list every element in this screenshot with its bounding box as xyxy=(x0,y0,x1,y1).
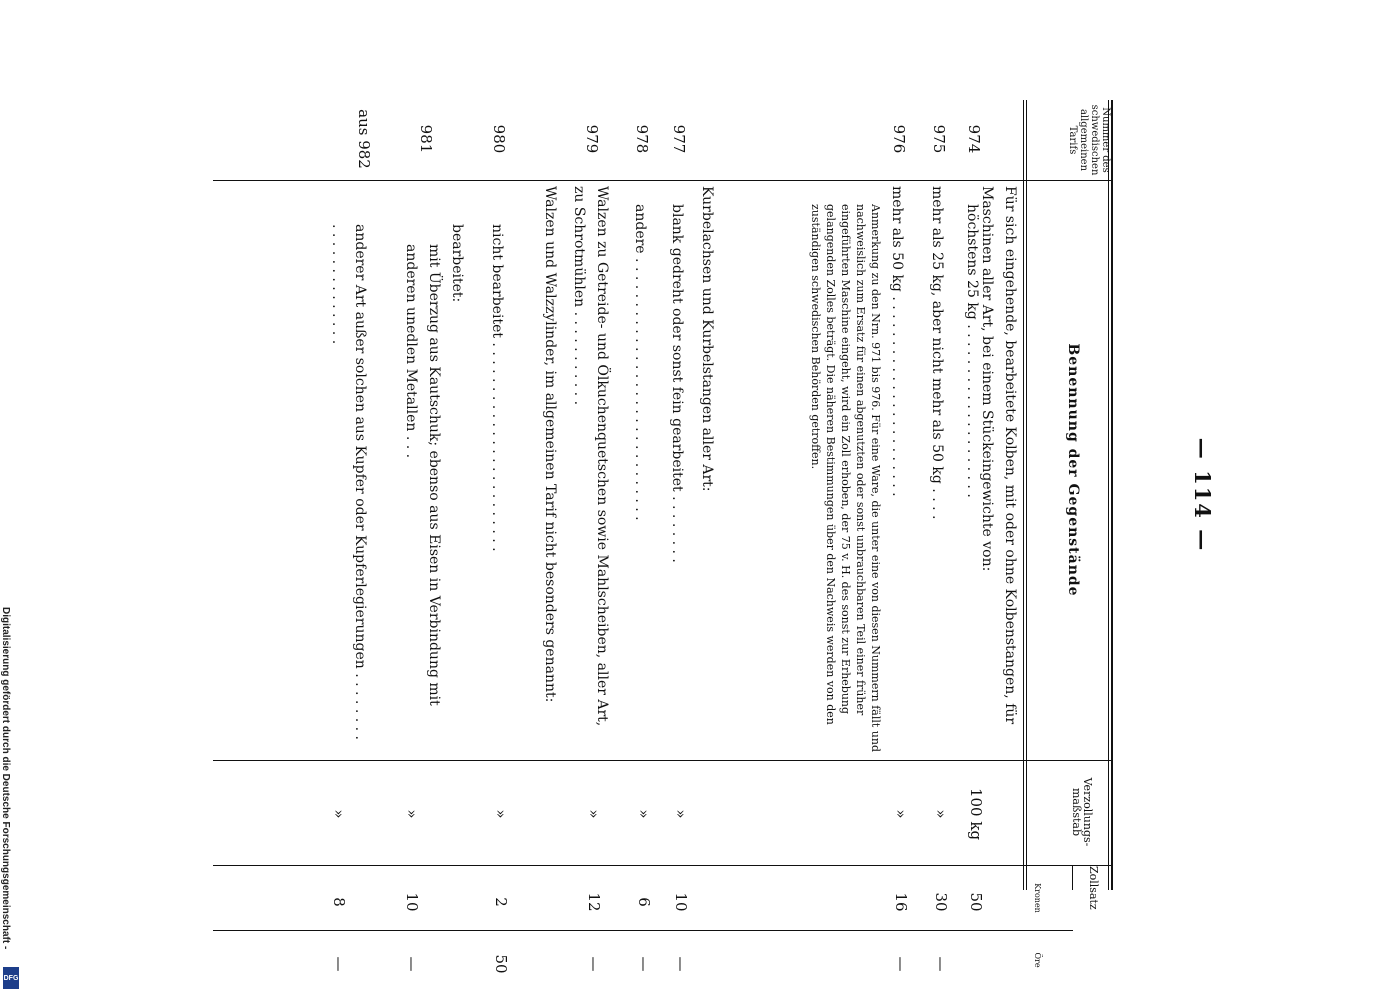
column-divider-number xyxy=(213,180,1113,181)
table-row-ore: — xyxy=(672,956,690,972)
table-row-kronen: 6 xyxy=(635,897,653,907)
scanned-page xyxy=(213,100,1215,974)
table-top-rule xyxy=(1111,100,1113,890)
table-row-kronen: 10 xyxy=(403,892,421,912)
table-row-desc: mit Überzug aus Kautschuk; ebenso aus Eisen in Verbindung mit anderen unedlen Metallen . . . xyxy=(403,244,442,706)
header-bottom-rule-thin xyxy=(1023,100,1024,890)
table-row-number: 979 xyxy=(583,124,601,154)
header-name: Benennung der Gegenstände xyxy=(1065,343,1081,597)
table-row-ore: — xyxy=(892,956,910,972)
note-text: Anmerkung zu den Nrn. 971 bis 976. Für eine Ware, die unter eine von diesen Nummern fällt und nachweislich zum Ersatz für einen abgenutzten oder sonst unbrauchbaren Teil einer früher eingeführten Maschine eingeht, wird ein Zoll erhoben, der 75 v. H. des sonst zur Erhebung gelangenden Zolles beträgt. Die näheren Bestimmungen über den Nachweis werden von den zuständigen schwedischen Behörden getroffen. xyxy=(809,204,882,752)
table-row-desc: höchstens 25 kg . . . . . . . . . . . . . . . . . . . . xyxy=(964,204,980,498)
table-row-desc: Walzen zu Getreide- und Ölkuchenquetschen sowie Mahlscheiben, aller Art, zu Schrotmühlen . . . . . . . . . . . xyxy=(571,186,610,727)
column-divider-unit xyxy=(213,865,1113,866)
table-row-unit: 100 kg xyxy=(967,787,985,841)
header-unit: Verzollungs-maßstab xyxy=(1070,777,1094,847)
table-row-ore: — xyxy=(403,956,421,972)
table-row-number: 978 xyxy=(633,124,651,154)
table-row-unit: » xyxy=(403,809,421,819)
table-row-number: aus 982 xyxy=(355,109,373,169)
table-row-desc: Walzen und Walzzylinder, im allgemeinen Tarif nicht besonders genannt: xyxy=(542,186,558,703)
table-row-number: 977 xyxy=(670,124,688,154)
table-row-unit: » xyxy=(330,809,348,819)
table-row-number: 974 xyxy=(965,124,983,154)
header-rate: Zollsatz xyxy=(1087,866,1100,910)
table-row-kronen: 10 xyxy=(672,892,690,912)
table-row-number: 976 xyxy=(890,124,908,154)
table-row-unit: » xyxy=(635,809,653,819)
header-number: Nummer des schwedischen allgemeinen Tarifs xyxy=(1067,104,1111,176)
dfg-credit-text: Digitalisierung gefördert durch die Deutsche Forschungsgemeinschaft - xyxy=(0,607,11,950)
table-row-desc: bearbeitet: xyxy=(449,224,465,303)
rate-header-rule xyxy=(1072,865,1073,890)
header-bottom-rule xyxy=(1026,100,1027,890)
table-row-kronen: 30 xyxy=(932,892,950,912)
table-row-unit: » xyxy=(492,809,510,819)
table-row-number: 975 xyxy=(930,124,948,154)
column-divider-name xyxy=(213,760,1113,761)
table-row-unit: » xyxy=(932,809,950,819)
table-row-desc: mehr als 25 kg, aber nicht mehr als 50 kg . . . . xyxy=(929,186,945,520)
table-row-kronen: 16 xyxy=(892,892,910,912)
table-row-kronen: 12 xyxy=(585,892,603,912)
table-top-rule-thin xyxy=(1108,100,1109,890)
table-row-ore: — xyxy=(585,956,603,972)
table-row-ore: — xyxy=(635,956,653,972)
table-row-unit: » xyxy=(585,809,603,819)
table-row-number: 980 xyxy=(490,124,508,154)
table-row-ore: 50 xyxy=(492,954,510,974)
table-row-desc: Kurbelachsen und Kurbelstangen aller Art: xyxy=(699,186,715,492)
table-row-ore: — xyxy=(330,956,348,972)
page-number: — 114 — xyxy=(1190,437,1215,553)
dfg-logo: DFG xyxy=(3,967,19,989)
table-row-desc: andere . . . . . . . . . . . . . . . . . . . . . . . . . . . . . . xyxy=(632,204,648,521)
digitization-sidebar xyxy=(0,0,22,1000)
table-row-desc: nicht bearbeitet . . . . . . . . . . . . . . . . . . . . . . . . xyxy=(489,224,505,552)
table-row-desc: anderer Art außer solchen aus Kupfer oder Kupferlegierungen . . . . . . . . . . . . . . . . . . . . . . xyxy=(329,224,368,740)
table-row-kronen: 50 xyxy=(967,892,985,912)
table-row-desc: Für sich eingehende, bearbeitete Kolben, mit oder ohne Kolbenstangen, für Maschinen aller Art, bei einem Stückeingewichte von: xyxy=(979,186,1018,725)
table-row-kronen: 2 xyxy=(492,897,510,907)
table-row-kronen: 8 xyxy=(330,897,348,907)
table-row-number: 981 xyxy=(417,124,435,154)
header-kronen: Kronen xyxy=(1033,883,1042,913)
header-ore: Öre xyxy=(1033,952,1042,968)
table-row-unit: » xyxy=(892,809,910,819)
table-row-desc: mehr als 50 kg . . . . . . . . . . . . . . . . . . . . . . . xyxy=(889,186,905,497)
table-row-unit: » xyxy=(672,809,690,819)
table-row-desc: blank gedreht oder sonst fein gearbeitet . . . . . . . . xyxy=(669,204,685,563)
table-row-ore: — xyxy=(932,956,950,972)
